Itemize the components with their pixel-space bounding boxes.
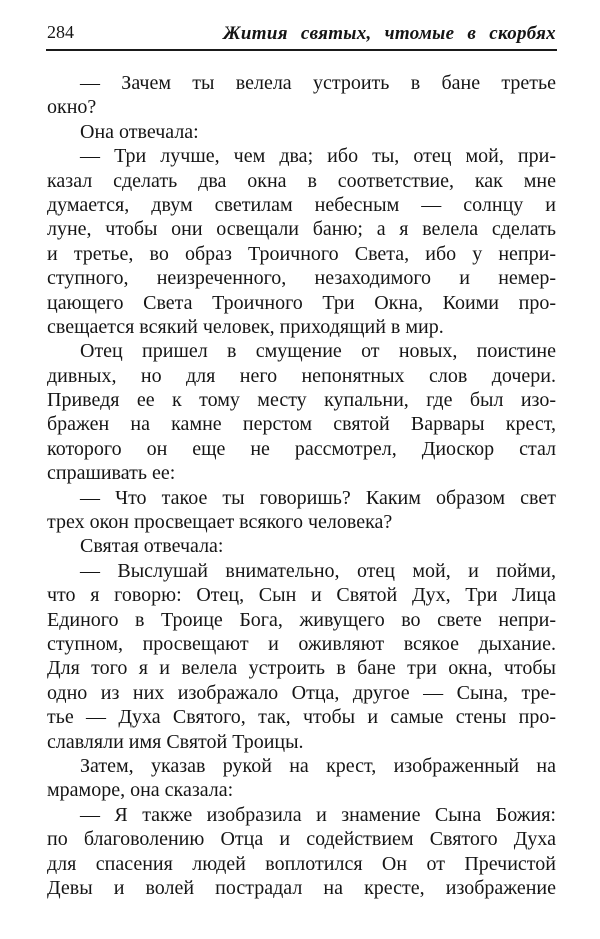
text-line: — Что такое ты говоришь? Каким образом свет [80,486,556,509]
text-line: спрашивать ее: [47,462,176,485]
text-line: дивных, но для него непонятных слов дочери. [47,364,556,387]
text-line: луне, чтобы они освещали баню; а я велела сделать [47,218,556,241]
text-line: казал сделать два окна в соответствие, как мне [47,169,556,192]
text-line: — Три лучше, чем два; ибо ты, отец мой, при- [80,145,556,168]
text-line: Затем, указав рукой на крест, изображенный на [80,754,556,777]
text-line: — Зачем ты велела устроить в бане третье [80,72,556,94]
text-line: что я говорю: Отец, Сын и Святой Дух, Три Лица [47,584,556,607]
text-line: ступного, неизреченного, незаходимого и немер- [47,267,556,290]
text-line: славляли имя Святой Троицы. [47,730,304,753]
text-line: которого он еще не рассмотрел, Диоскор стал [47,437,556,460]
text-line: Девы и волей пострадал на кресте, изображение [47,876,556,899]
text-line: — Я также изобразила и знамение Сына Божия: [80,803,556,826]
text-line: мраморе, она сказала: [47,779,234,802]
text-line: по благоволению Отца и содействием Святого Духа [47,828,556,851]
text-line: Для того я и велела устроить в бане три окна, чтобы [47,657,556,680]
text-line: Отец пришел в смущение от новых, поистине [80,340,556,363]
text-line: окно? [47,96,97,119]
header-rule [46,49,557,51]
running-title: Жития святых, чтомые в скорбях [223,23,556,44]
text-line: Она отвечала: [80,120,199,143]
text-line: цающего Света Троичного Три Окна, Коими про- [47,291,556,314]
text-line: трех окон просвещает всякого человека? [47,511,393,534]
text-line: для спасения людей воплотился Он от Пречистой [47,852,556,875]
text-line: бражен на камне перстом святой Варвары крест, [47,413,556,436]
page-number: 284 [47,22,74,42]
text-line: Единого в Троице Бога, живущего во свете непри- [47,608,556,631]
text-line: тье — Духа Святого, так, чтобы и самые стены про- [47,706,556,729]
text-line: ступном, просвещают и оживляют всякое дыхание. [47,632,556,655]
text-line: и третье, во образ Троичного Света, ибо у непри- [47,242,556,265]
text-line: Приведя ее к тому месту купальни, где был изо- [47,389,556,412]
text-body [47,71,556,900]
text-line: свещается всякий человек, приходящий в мир. [47,315,444,338]
text-line: Святая отвечала: [80,535,224,558]
text-line: одно из них изображало Отца, другое — Сына, тре- [47,681,556,704]
text-line: думается, двум светилам небесным — солнцу и [47,193,556,216]
text-line: — Выслушай внимательно, отец мой, и пойми, [80,559,556,582]
